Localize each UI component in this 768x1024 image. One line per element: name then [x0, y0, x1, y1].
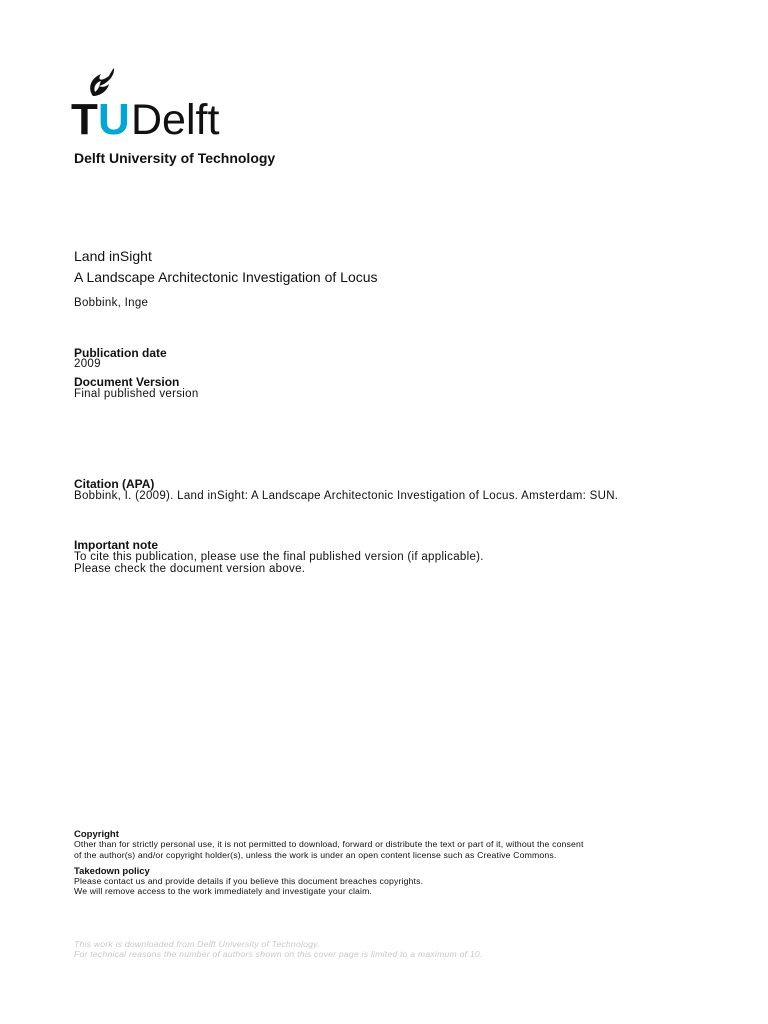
important-note-label: Important note — [74, 538, 158, 552]
publication-date-label: Publication date — [74, 346, 167, 360]
copyright-line-1: Other than for strictly personal use, it is not permitted to download, forward or distribute the text or part of it, without the consent — [74, 839, 584, 849]
author: Bobbink, Inge — [74, 297, 149, 309]
document-version-label: Document Version — [74, 375, 180, 389]
flame-icon — [71, 66, 261, 138]
copyright-label: Copyright — [74, 829, 119, 840]
takedown-line-1: Please contact us and provide details if you believe this document breaches copyrights. — [74, 876, 424, 886]
organization-name: Delft University of Technology — [74, 150, 276, 166]
takedown-policy-label: Takedown policy — [74, 866, 150, 877]
title-line-2: A Landscape Architectonic Investigation of Locus — [74, 269, 378, 285]
logo-letter-u: U — [98, 95, 130, 138]
logo-letter-t: T — [71, 95, 98, 138]
footer-line-1: This work is downloaded from Delft University of Technology. — [74, 939, 320, 949]
logo-word-delft: Delft — [131, 96, 220, 138]
important-note-line-2: Please check the document version above. — [74, 563, 306, 575]
title-line-1: Land inSight — [74, 248, 152, 264]
document-version-value: Final published version — [74, 388, 199, 400]
footer-line-2: For technical reasons the number of authors shown on this cover page is limited to a maximum of 10. — [74, 949, 483, 959]
tu-delft-logo — [71, 66, 261, 138]
takedown-line-2: We will remove access to the work immediately and investigate your claim. — [74, 886, 373, 896]
citation-value: Bobbink, I. (2009). Land inSight: A Landscape Architectonic Investigation of Locus. Amsterdam: SUN. — [74, 490, 619, 502]
copyright-line-2: of the author(s) and/or copyright holder(s), unless the work is under an open content license such as Creative Commons. — [74, 850, 557, 860]
important-note-line-1: To cite this publication, please use the final published version (if applicable). — [74, 551, 484, 563]
citation-label: Citation (APA) — [74, 477, 155, 491]
publication-date-value: 2009 — [74, 358, 101, 370]
